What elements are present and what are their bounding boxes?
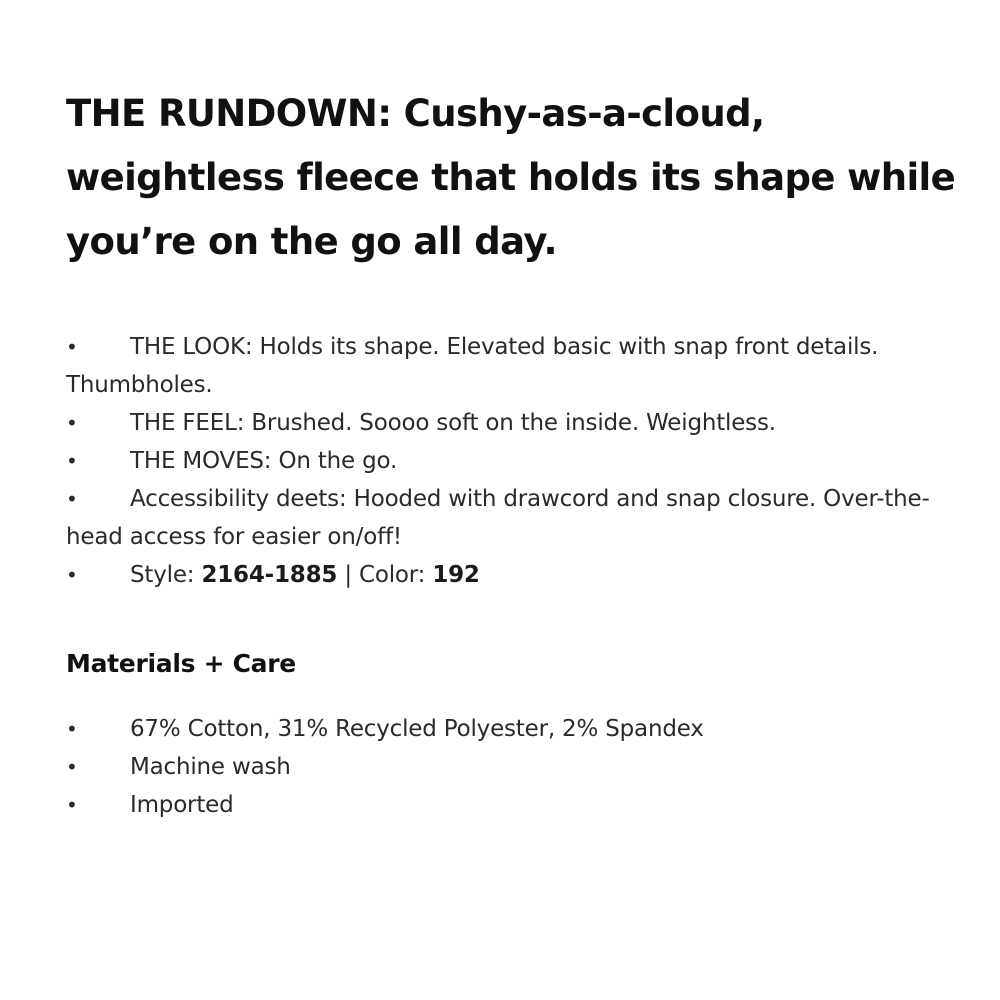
feel-text: THE FEEL: Brushed. Soooo soft on the inside. Weightless. [130,410,776,436]
bullet-icon: • [66,793,78,817]
list-item [66,480,966,556]
style-color-item [66,556,966,594]
accessibility-text: Accessibility deets: Hooded with drawcord and snap closure. Over-the-head access for easier on/off! [66,486,930,550]
bullet-icon: • [66,449,78,473]
list-item [66,748,966,786]
list-item [66,710,966,748]
color-value: 192 [432,562,480,588]
list-item [66,328,966,404]
list-item [66,404,966,442]
bullet-icon: • [66,755,78,779]
list-item [66,786,966,824]
look-text: THE LOOK: Holds its shape. Elevated basic with snap front details. Thumbholes. [66,334,879,398]
material-text: 67% Cotton, 31% Recycled Polyester, 2% Spandex [130,716,704,742]
list-item [66,442,966,480]
origin-text: Imported [130,792,234,818]
moves-text: THE MOVES: On the go. [130,448,398,474]
bullet-icon: • [66,487,78,511]
product-description [66,82,966,824]
bullet-icon: • [66,411,78,435]
color-label: Color: [359,562,433,588]
details-list [66,328,966,594]
bullet-icon: • [66,717,78,741]
separator: | [337,562,359,588]
wash-text: Machine wash [130,754,291,780]
rundown-headline: THE RUNDOWN: Cushy-as-a-cloud, weightless fleece that holds its shape while you’re on the go all day. [66,92,956,263]
bullet-icon: • [66,563,78,587]
style-value: 2164-1885 [201,562,338,588]
bullet-icon: • [66,335,78,359]
materials-care-title: Materials + Care [66,649,296,678]
materials-list [66,710,966,824]
style-label: Style: [130,562,202,588]
